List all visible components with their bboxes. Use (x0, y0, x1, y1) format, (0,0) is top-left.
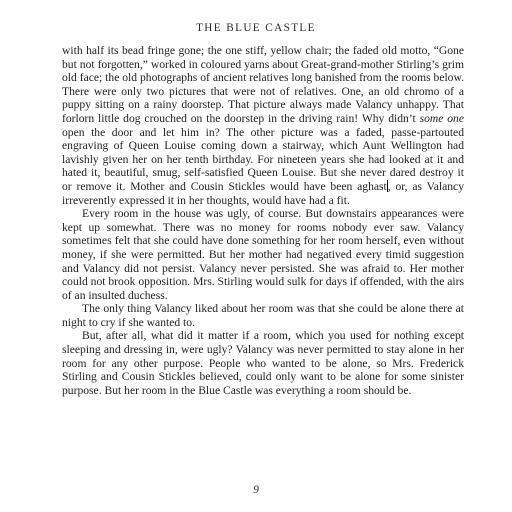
paragraph (62, 44, 464, 207)
text-run: , or, as Valancy irreverently expressed it in her thoughts, would have had a fit. (62, 179, 464, 207)
text-run: The only thing Valancy liked about her room was that she could be alone there at night to cry if she wanted to. (62, 302, 464, 329)
paragraph (62, 302, 464, 329)
paragraph (62, 207, 464, 302)
text-run: with half its bead fringe gone; the one stiff, yellow chair; the faded old motto, “Gone but not forgotten,” worked in coloured yarns about Great-grand-mother Stirling’s grim old face; the old photographs of ancient relatives long banished from the rooms below. There were only two pictures that were not of relatives. One, an old chromo of a puppy sitting on a rainy doorstep. That picture always made Valancy unhappy. That forlorn little dog crouched on the doorstep in the driving rain! Why didn’t (62, 44, 464, 125)
running-head: THE BLUE CASTLE (196, 22, 316, 34)
text-run: open the door and let him in? The other picture was a faded, passe-partouted engraving of Queen Louise coming down a stairway, which Aunt Wellington had lavishly given her on her tenth birthday. For nineteen years she had looked at it and hated it, beautiful, smug, self-satisfied Queen Louise. But she never dared destroy it or remove it. Mother and Cousin Stickles would have been aghast (62, 125, 464, 193)
text-run: But, after all, what did it matter if a room, which you used for nothing except sleeping and dressing in, were ugly? Valancy was never permitted to stay alone in her room for any other purpose. People who wanted to be alone, so Mrs. Frederick Stirling and Cousin Stickles believed, could only want to be alone for some sinister purpose. But her room in the Blue Castle was everything a room should be. (62, 329, 464, 397)
paragraph (62, 329, 464, 397)
page-number: 9 (253, 484, 259, 496)
italic-text: some one (419, 111, 464, 125)
text-run: Every room in the house was ugly, of course. But downstairs appearances were kept up somewhat. There was no money for rooms nobody ever saw. Valancy sometimes felt that she could have done something for her room herself, even without money, if she were permitted. But her mother had negatived every timid suggestion and Valancy did not persist. Valancy never persisted. She was afraid to. Her mother could not brook opposition. Mrs. Stirling would sulk for days if offended, with the airs of an insulted duchess. (62, 207, 464, 302)
body-text (62, 44, 464, 397)
